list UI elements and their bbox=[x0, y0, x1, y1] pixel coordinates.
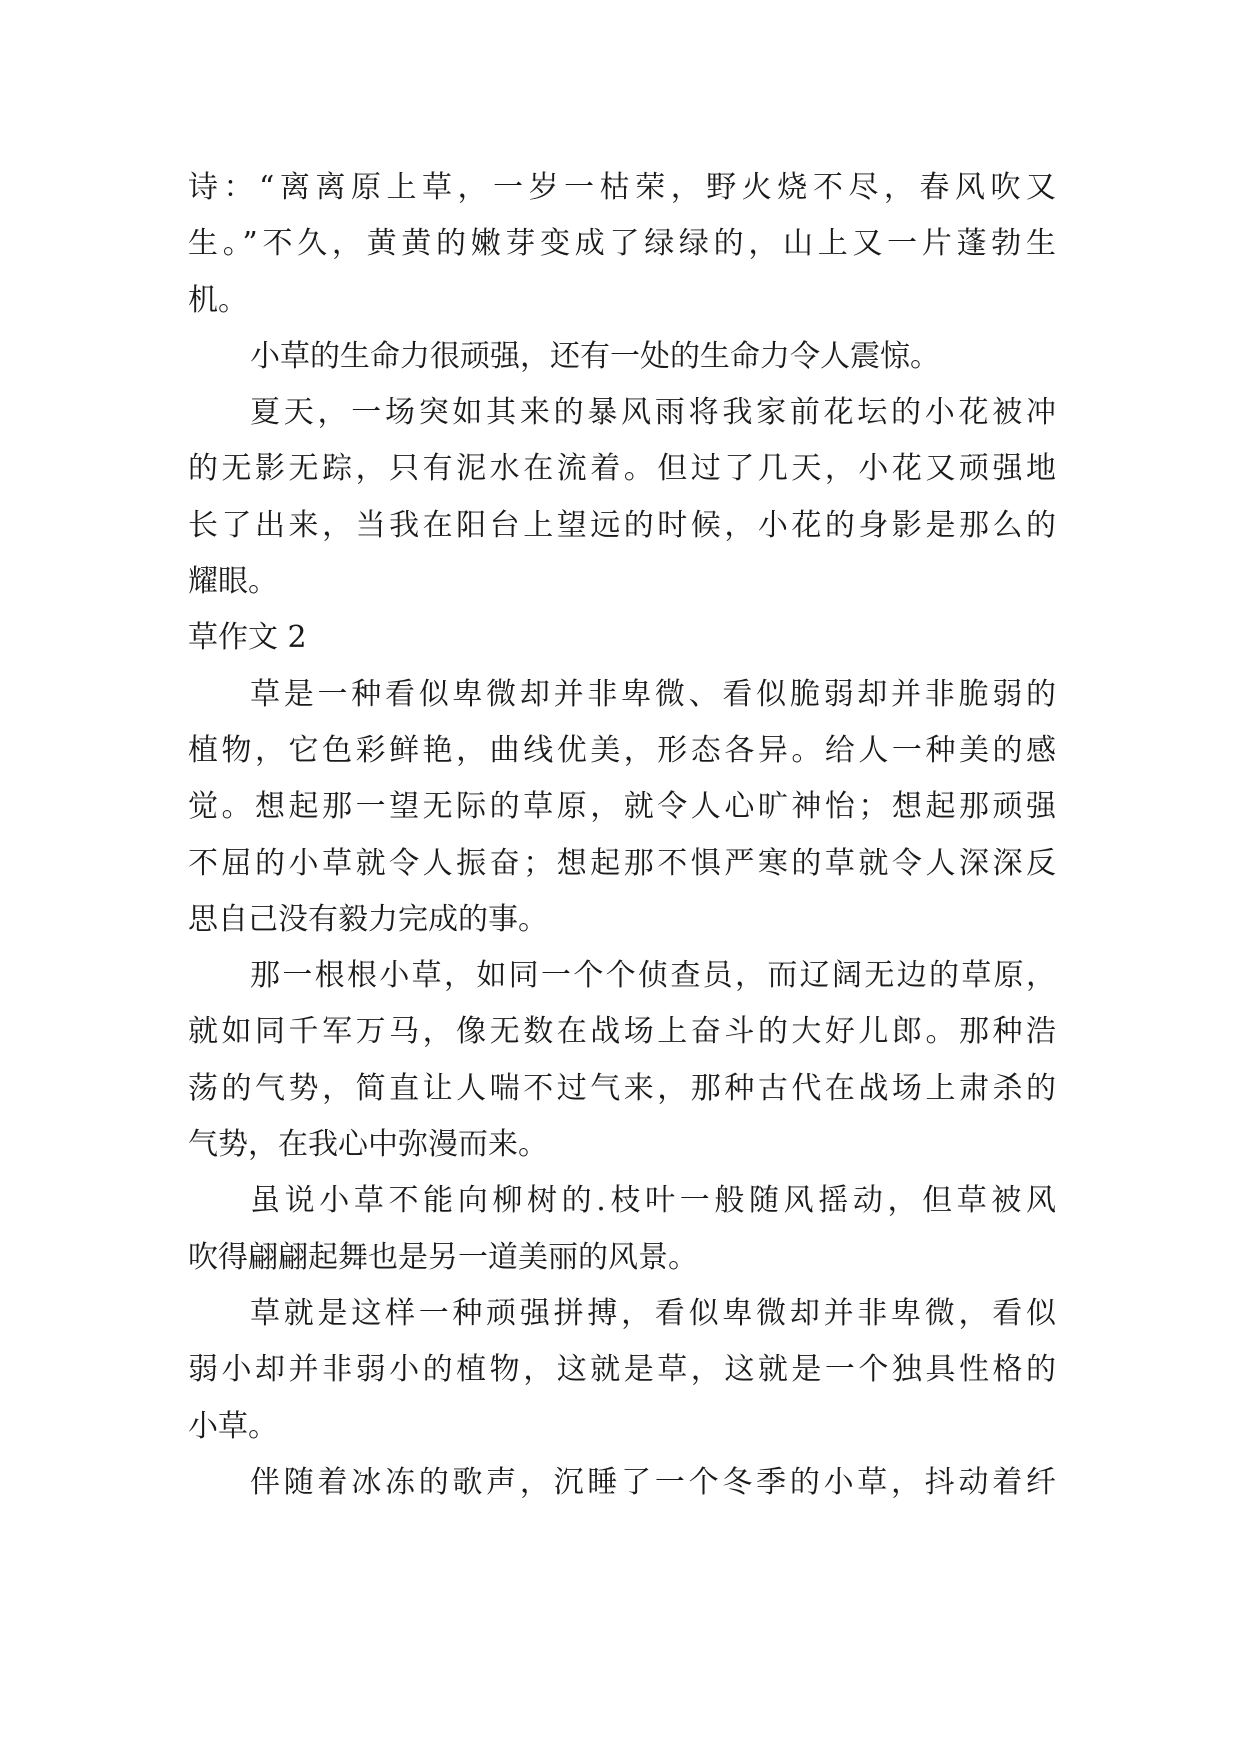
text-line: 思自己没有毅力完成的事。 bbox=[188, 901, 548, 937]
paragraph-line: 虽说小草不能向柳树的.枝叶一般随风摇动，但草被风 bbox=[250, 1183, 1056, 1219]
text-line: 荡的气势，简直让人喘不过气来，那种古代在战场上肃杀的 bbox=[188, 1070, 1056, 1106]
text-line: 生。”不久，黄黄的嫩芽变成了绿绿的，山上又一片蓬勃生 bbox=[188, 226, 1056, 262]
paragraph-line: 草就是这样一种顽强拼搏，看似卑微却并非卑微，看似 bbox=[250, 1295, 1056, 1331]
section-heading: 草作文 2 bbox=[188, 620, 307, 656]
text-line: 就如同千军万马，像无数在战场上奋斗的大好儿郎。那种浩 bbox=[188, 1014, 1056, 1050]
text-line: 诗：“离离原上草，一岁一枯荣，野火烧不尽，春风吹又 bbox=[188, 170, 1056, 205]
text-line: 觉。想起那一望无际的草原，就令人心旷神怡；想起那顽强 bbox=[188, 789, 1056, 825]
text-line: 小草。 bbox=[188, 1408, 278, 1444]
paragraph-line: 那一根根小草，如同一个个侦查员，而辽阔无边的草原， bbox=[250, 958, 1056, 994]
document-body bbox=[188, 160, 1056, 1511]
paragraph-line: 草是一种看似卑微却并非卑微、看似脆弱却并非脆弱的 bbox=[250, 676, 1056, 712]
text-line: 植物，它色彩鲜艳，曲线优美，形态各异。给人一种美的感 bbox=[188, 732, 1056, 768]
paragraph-line: 伴随着冰冻的歌声，沉睡了一个冬季的小草，抖动着纤 bbox=[250, 1464, 1056, 1500]
paragraph-line: 小草的生命力很顽强，还有一处的生命力令人震惊。 bbox=[250, 338, 940, 374]
text-line: 不屈的小草就令人振奋；想起那不惧严寒的草就令人深深反 bbox=[188, 845, 1056, 881]
text-line: 长了出来，当我在阳台上望远的时候，小花的身影是那么的 bbox=[188, 507, 1056, 543]
text-line: 吹得翩翩起舞也是另一道美丽的风景。 bbox=[188, 1239, 698, 1275]
text-line: 气势，在我心中弥漫而来。 bbox=[188, 1127, 548, 1163]
text-line: 的无影无踪，只有泥水在流着。但过了几天，小花又顽强地 bbox=[188, 451, 1056, 487]
paragraph-line: 夏天，一场突如其来的暴风雨将我家前花坛的小花被冲 bbox=[250, 395, 1056, 431]
text-line: 耀眼。 bbox=[188, 564, 278, 600]
text-line: 机。 bbox=[188, 282, 248, 318]
text-line: 弱小却并非弱小的植物，这就是草，这就是一个独具性格的 bbox=[188, 1352, 1056, 1388]
